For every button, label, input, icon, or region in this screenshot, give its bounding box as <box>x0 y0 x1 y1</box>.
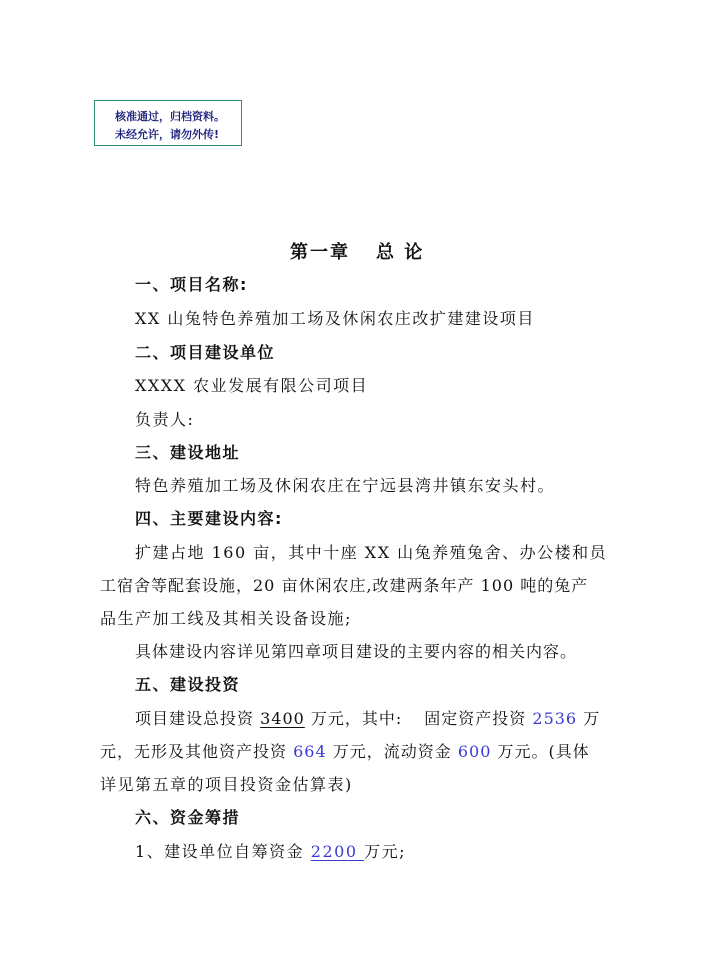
chapter-title <box>290 238 424 264</box>
investment-line-1 <box>135 706 600 729</box>
content-line-1: 扩建占地 160 亩，其中十座 XX 山兔养殖兔舍、办公楼和员 <box>135 543 608 562</box>
investment-text-a: 项目建设总投资 <box>135 709 261 728</box>
chapter-name: 总 论 <box>376 242 425 263</box>
section-5-heading: 五、建设投资 <box>135 675 241 694</box>
stamp-line-1: 核准通过，归档资料。 <box>115 110 225 123</box>
section-6-heading: 六、资金筹措 <box>135 808 241 827</box>
investment-text-f: 万元，流动资金 <box>326 742 458 761</box>
content-line-4: 具体建设内容详见第四章项目建设的主要内容的相关内容。 <box>135 642 578 661</box>
investment-text-g: 万元。(具体 <box>491 742 590 761</box>
content-line-3: 品生产加工线及其相关设备设施; <box>100 609 352 628</box>
project-name: XX 山兔特色养殖加工场及休闲农庄改扩建建设项目 <box>135 309 535 328</box>
content-line-2: 工宿舍等配套设施，20 亩休闲农庄,改建两条年产 100 吨的兔产 <box>100 576 589 595</box>
investment-text-d: 万 <box>577 709 601 728</box>
section-4-heading: 四、主要建设内容: <box>135 509 283 528</box>
investment-text-b: 万元，其中: <box>304 709 403 728</box>
stamp-line-2: 未经允许，请勿外传! <box>115 128 220 141</box>
chapter-number: 第一章 <box>290 242 350 263</box>
investment-line-3: 详见第五章的项目投资金估算表) <box>100 775 353 794</box>
site-address: 特色养殖加工场及休闲农庄在宁远县湾井镇东安头村。 <box>135 476 556 495</box>
self-funds-value: 2200 <box>310 842 365 861</box>
total-investment-value: 3400 <box>260 709 305 728</box>
working-capital-value: 600 <box>457 742 492 761</box>
section-1-heading: 一、项目名称: <box>135 275 248 294</box>
investment-text-c: 固定资产投资 <box>424 709 533 728</box>
investment-text-e: 元，无形及其他资产投资 <box>100 742 294 761</box>
manager-label: 负责人: <box>135 410 195 429</box>
funding-item-1 <box>135 839 406 862</box>
section-2-heading: 二、项目建设单位 <box>135 343 276 362</box>
funding-text-a: 1、建设单位自筹资金 <box>135 842 311 861</box>
approval-stamp <box>94 100 242 146</box>
investment-line-2 <box>100 739 590 762</box>
intangible-asset-value: 664 <box>293 742 327 761</box>
company-name: XXXX 农业发展有限公司项目 <box>135 376 369 395</box>
funding-text-b: 万元; <box>364 842 406 861</box>
fixed-asset-value: 2536 <box>532 709 578 728</box>
section-3-heading: 三、建设地址 <box>135 443 241 462</box>
